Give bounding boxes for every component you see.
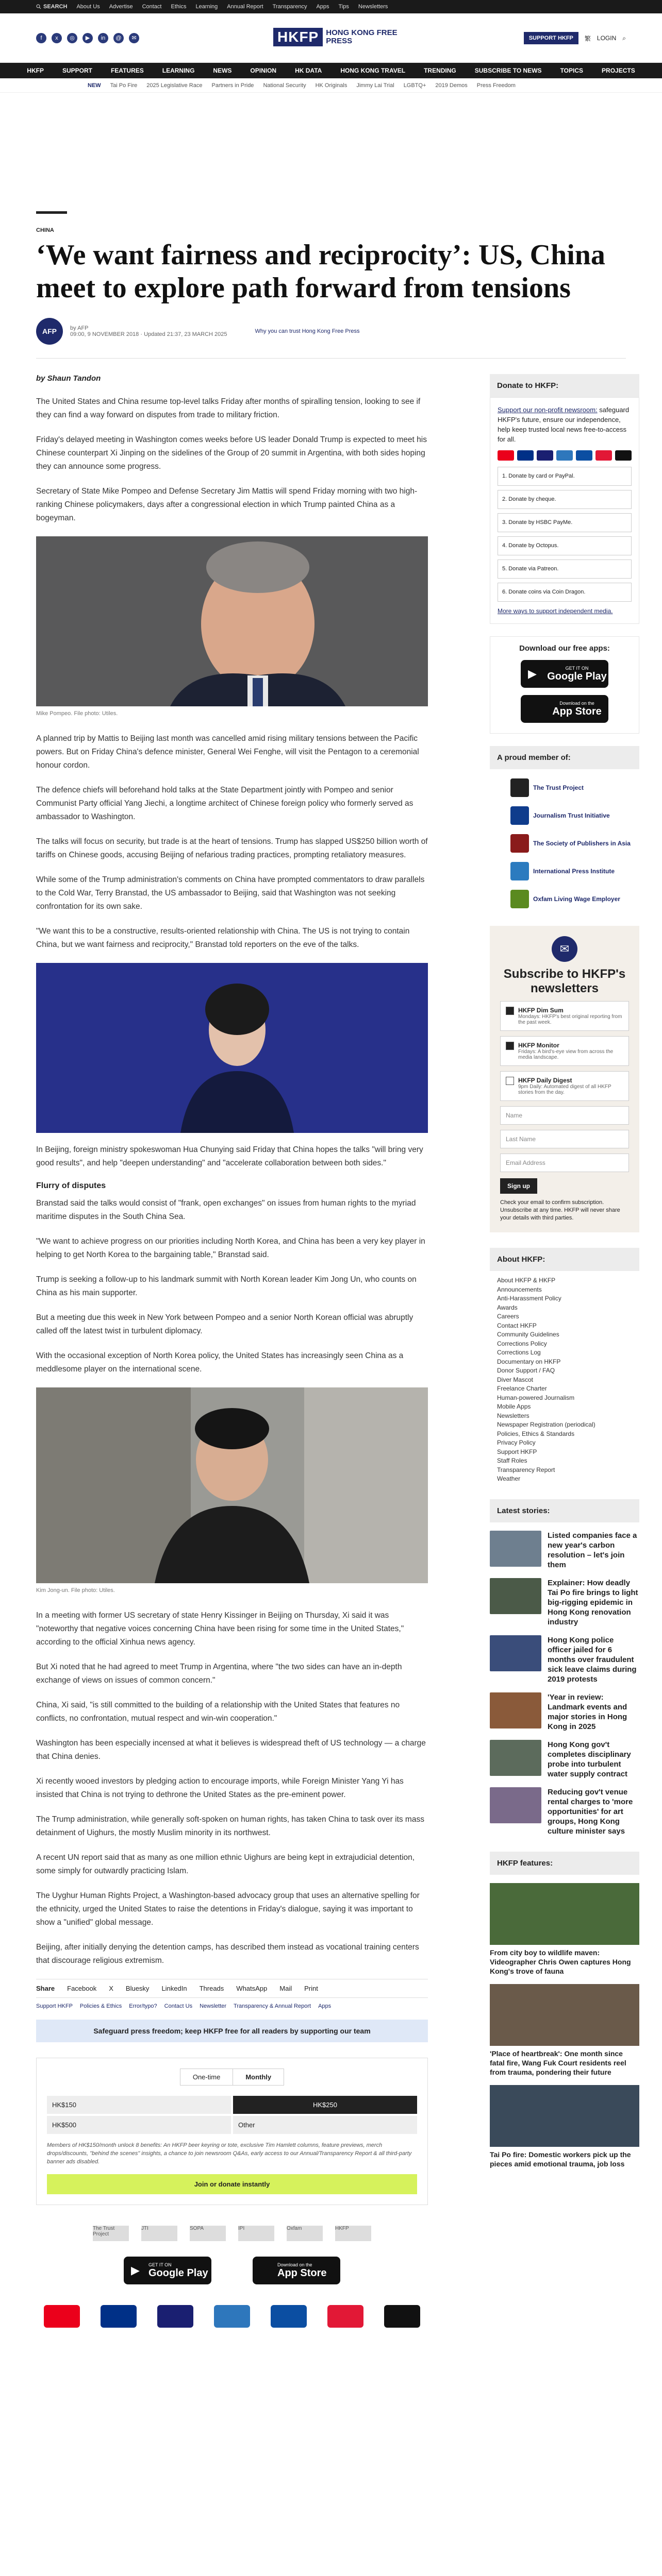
paragraph: Friday's delayed meeting in Washington comes weeks before US leader Donald Trump is expected to meet his Chinese counterpart Xi Jinping on the sidelines of the Group of 20 summit in Argentina, with both sides hoping they can announce some progress.	[36, 435, 427, 471]
login-link[interactable]: LOGIN	[597, 35, 617, 42]
topbar-link[interactable]: About Us	[76, 4, 100, 10]
threads-icon[interactable]: @	[113, 33, 124, 43]
unionpay-icon	[595, 450, 612, 461]
about-link[interactable]: Announcements	[497, 1285, 542, 1293]
amex-icon	[556, 450, 573, 461]
mastercard-icon	[44, 2305, 80, 2328]
unionpay-icon	[327, 2305, 363, 2328]
article-category[interactable]: CHINA	[36, 227, 54, 233]
name-field[interactable]: Name	[500, 1106, 629, 1125]
latest-story[interactable]: Listed companies face a new year's carbon resolution – let's join them	[490, 1531, 639, 1570]
hua-chunying-photo	[36, 963, 428, 1133]
share-bar	[36, 1979, 428, 1998]
paragraph: But a meeting due this week in New York between Pompeo and a senior North Korean official was abruptly called off the latest twist in turbulent diplomacy.	[36, 1313, 413, 1335]
ticker-item[interactable]: National Security	[263, 82, 306, 89]
latest-story[interactable]: Reducing gov't venue rental charges to 'more opportunities' for art groups, Hong Kong culture minister says	[490, 1787, 639, 1836]
play-icon: ▶	[528, 667, 537, 680]
about-link[interactable]: Transparency Report	[497, 1466, 555, 1473]
paragraph: Branstad said the talks would consist of "frank, open exchanges" on issues from human rights to the myriad maritime disputes in the South China Sea.	[36, 1199, 416, 1221]
link[interactable]: Support HKFP	[36, 2003, 73, 2009]
latest-story[interactable]: 'Year in review: Landmark events and major stories in Hong Kong in 2025	[490, 1692, 639, 1732]
sopa-icon	[510, 834, 529, 853]
share-x[interactable]: X	[109, 1985, 113, 1992]
paragraph: Beijing, after initially denying the detention camps, has described them instead as vocational training centers that discourage religious extremism.	[36, 1943, 419, 1965]
nav-item[interactable]: OPINION	[250, 67, 277, 74]
members-benefits: Members of HK$150/month unlock 8 benefits: An HKFP beer keyring or tote, exclusive Tim Hamlett columns, feature previews, merch drops/discounts, "behind the scenes" insights, a chance to join newsroom Q&As, early access to our Annual/Transparency Report & all third-party banner ads disabled.	[47, 2142, 412, 2165]
join-donate-button[interactable]: Join or donate instantly	[47, 2174, 417, 2194]
topbar-link[interactable]: Transparency	[272, 4, 307, 10]
email-field[interactable]: Email Address	[500, 1154, 629, 1172]
mail-icon[interactable]: ✉	[129, 33, 139, 43]
footer-logo: JTI	[141, 2226, 177, 2241]
paragraph: The Uyghur Human Rights Project, a Washington-based advocacy group that uses an alternative spelling for the ethnicity, urged the United States to raise the detentions in Friday's dialogue, saying it was important to show a "unified" global message.	[36, 1891, 420, 1927]
app-store-button[interactable]: Download on the App Store	[253, 2257, 340, 2284]
logo-box: HKFP	[273, 28, 323, 46]
youtube-icon[interactable]: ▶	[82, 33, 93, 43]
feature-image	[490, 1984, 639, 2046]
paragraph: Secretary of State Mike Pompeo and Defense Secretary Jim Mattis will spend Friday morning with two high-ranking Chinese policymakers, days after a congressional election in which Trump painted China as a bogeyman.	[36, 487, 418, 522]
paragraph: While some of the Trump administration's comments on China have prompted commentators to draw parallels to the Cold War, Terry Branstad, the US ambassador to Beijing, said that Washington was not seeking confrontation for its own sake.	[36, 875, 425, 911]
play-icon: ▶	[131, 2264, 140, 2277]
trust-project-icon	[510, 778, 529, 797]
sidebar	[490, 374, 639, 2328]
donate-option[interactable]: 5. Donate via Patreon.	[498, 560, 632, 579]
one-time-tab[interactable]: One-time	[192, 2073, 221, 2081]
footer-logo: The Trust Project	[93, 2226, 129, 2241]
member-logo[interactable]: Journalism Trust Initiative	[510, 806, 639, 825]
payment-icons	[498, 450, 632, 461]
support-hkfp-button[interactable]: SUPPORT HKFP	[524, 32, 578, 44]
link[interactable]: Apps	[318, 2003, 332, 2009]
visa-icon	[537, 450, 553, 461]
jcb-icon	[576, 450, 592, 461]
apps-box	[490, 636, 639, 734]
link[interactable]: Newsletter	[200, 2003, 227, 2009]
story-thumbnail	[490, 1692, 541, 1728]
about-link[interactable]: Careers	[497, 1313, 519, 1320]
about-link[interactable]: Documentary on HKFP	[497, 1358, 561, 1365]
paragraph: The United States and China resume top-level talks Friday after months of spiralling tension, looking to see if they can find a way forward on disputes from trade to military friction.	[36, 397, 421, 419]
instagram-icon[interactable]: ◎	[67, 33, 77, 43]
amount-option[interactable]: HK$500	[47, 2116, 231, 2134]
footer-payment-icons	[36, 2305, 428, 2328]
topbar-link[interactable]: Contact	[142, 4, 162, 10]
nav-item[interactable]: SUBSCRIBE TO NEWS	[474, 67, 542, 74]
amount-other-input[interactable]: Other	[233, 2116, 417, 2134]
donate-heading: Donate to HKFP:	[490, 374, 639, 397]
about-link[interactable]: Weather	[497, 1475, 521, 1482]
topbar-link[interactable]: Advertise	[109, 4, 133, 10]
site-logo[interactable]	[273, 28, 398, 46]
share-facebook[interactable]: Facebook	[67, 1985, 97, 1992]
byline-author[interactable]: by AFP	[70, 325, 89, 331]
kim-jong-un-photo	[36, 1387, 428, 1583]
member-logo[interactable]: The Society of Publishers in Asia	[510, 834, 639, 853]
applepay-icon	[384, 2305, 420, 2328]
article-author: by Shaun Tandon	[36, 374, 101, 383]
story-thumbnail	[490, 1635, 541, 1671]
link[interactable]: Error/typo?	[129, 2003, 157, 2009]
footer-logo: HKFP	[335, 2226, 371, 2241]
paragraph: China, Xi said, "is still committed to the building of a relationship with the United States that features no conflicts, no confrontation, mutual respect and win-win cooperation."	[36, 1701, 400, 1723]
about-link[interactable]: Newspaper Registration (periodical)	[497, 1421, 595, 1428]
about-link[interactable]: Awards	[497, 1303, 518, 1311]
newsletter-signup	[490, 926, 639, 1232]
latest-story[interactable]: Hong Kong gov't completes disciplinary probe into turbulent water supply contract	[490, 1740, 639, 1779]
checkbox[interactable]	[506, 1042, 514, 1050]
paragraph: With the occasional exception of North Korea policy, the United States has increasingly seen China as a meddlesome player on the international scene.	[36, 1351, 404, 1374]
article-header	[0, 211, 662, 359]
share-whatsapp[interactable]: WhatsApp	[236, 1985, 268, 1992]
paypal-icon	[517, 450, 534, 461]
topbar-link[interactable]: Tips	[338, 4, 349, 10]
about-link[interactable]: Staff Roles	[497, 1457, 527, 1464]
checkbox[interactable]	[506, 1007, 514, 1015]
ticker-item[interactable]: HK Originals	[315, 82, 347, 89]
paragraph: But Xi noted that he had agreed to meet Trump in Argentina, where "the two sides can have an in-depth exchange of views on issues of common concern."	[36, 1663, 402, 1685]
about-list	[490, 1271, 639, 1489]
latest-story[interactable]: Hong Kong police officer jailed for 6 months over fraudulent sick leave claims during 2019 protests	[490, 1635, 639, 1684]
member-heading: A proud member of:	[490, 746, 639, 769]
paragraph: In a meeting with former US secretary of state Henry Kissinger in Beijing on Thursday, Xi said it was "noteworthy that negative voices concerning China have been rising for some time in the United States," according to the official Xinhua news agency.	[36, 1611, 404, 1647]
portrait-illustration	[36, 536, 428, 706]
ticker-item[interactable]: Partners in Pride	[211, 82, 254, 89]
features-heading: HKFP features:	[490, 1852, 639, 1875]
nav-item[interactable]: TOPICS	[560, 67, 584, 74]
logo-text: HONG KONG FREE PRESS	[326, 28, 398, 45]
x-icon[interactable]: x	[52, 33, 62, 43]
story-thumbnail	[490, 1787, 541, 1823]
search-link[interactable]: SEARCH	[36, 4, 67, 10]
more-ways-link[interactable]: More ways to support independent media.	[498, 607, 613, 615]
article-title: ‘We want fairness and reciprocity’: US, China meet to explore path forward from tensions	[36, 239, 605, 304]
byline-dates: 09:00, 9 NOVEMBER 2018 · Updated 21:37, 23 MARCH 2025	[70, 331, 227, 337]
photo-caption: Kim Jong-un. File photo: Utiles.	[36, 1587, 115, 1594]
about-link[interactable]: Human-powered Journalism	[497, 1394, 575, 1401]
nav-item[interactable]: TRENDING	[424, 67, 456, 74]
donate-widget	[36, 2058, 428, 2205]
checkbox[interactable]	[506, 1077, 514, 1085]
about-link[interactable]: Diver Mascot	[497, 1376, 534, 1383]
monthly-tab[interactable]: Monthly	[233, 2069, 284, 2085]
mastercard-icon	[498, 450, 514, 461]
nav-item[interactable]: LEARNING	[162, 67, 195, 74]
about-link[interactable]: Community Guidelines	[497, 1331, 559, 1338]
topic-ticker	[0, 78, 662, 93]
ticker-item[interactable]: Press Freedom	[476, 82, 516, 89]
about-link[interactable]: Contact HKFP	[497, 1321, 537, 1329]
feature-story[interactable]: 'Place of heartbreak': One month since fatal fire, Wang Fuk Court residents reel from trauma, pondering their future	[490, 1984, 639, 2077]
amount-options	[47, 2096, 417, 2134]
nav-item[interactable]: NEWS	[213, 67, 232, 74]
donate-option[interactable]: 3. Donate by HSBC PayMe.	[498, 513, 632, 532]
article-links	[36, 2003, 428, 2009]
about-link[interactable]: Freelance Charter	[497, 1385, 547, 1392]
oxfam-icon	[510, 890, 529, 908]
about-link[interactable]: Mobile Apps	[497, 1403, 531, 1410]
topbar-link[interactable]: Ethics	[171, 4, 187, 10]
google-play-button[interactable]: ▶ GET IT ON Google Play	[521, 660, 608, 688]
amount-option-selected[interactable]: HK$250	[233, 2096, 417, 2114]
social-icons	[36, 33, 139, 43]
utility-bar	[0, 0, 662, 13]
paragraph: The Trump administration, while generally soft-spoken on human rights, has taken China to task over its mass detainment of Uighurs, the mostly Muslim minority in its northwest.	[36, 1815, 424, 1837]
latest-heading: Latest stories:	[490, 1499, 639, 1522]
newsletter-option[interactable]: HKFP Daily Digest 9pm Daily: Automated digest of all HKFP stories from the day.	[500, 1071, 629, 1101]
mail-icon: ✉	[552, 936, 577, 962]
topbar-link[interactable]: Learning	[195, 4, 218, 10]
nav-item[interactable]: HONG KONG TRAVEL	[340, 67, 406, 74]
signup-button[interactable]: Sign up	[500, 1178, 537, 1194]
nav-item[interactable]: HK DATA	[295, 67, 322, 74]
paragraph: A recent UN report said that as many as one million ethnic Uighurs are being kept in extrajudicial detention, some simply for outwardly practicing Islam.	[36, 1853, 415, 1875]
feature-story[interactable]: Tai Po fire: Domestic workers pick up the pieces amid emotional trauma, job loss	[490, 2085, 639, 2168]
title-rule	[36, 211, 67, 214]
share-bluesky[interactable]: Bluesky	[125, 1985, 150, 1992]
paragraph: "We want this to be a constructive, results-oriented relationship with China. The US is not trying to contain China, but we want fairness and reciprocity," Branstad told reporters on the eve of the talks.	[36, 927, 410, 949]
divider	[36, 358, 626, 359]
member-logo[interactable]: Oxfam Living Wage Employer	[510, 890, 639, 908]
link[interactable]: Transparency & Annual Report	[234, 2003, 311, 2009]
donate-option[interactable]: 6. Donate coins via Coin Dragon.	[498, 583, 632, 602]
pompeo-photo	[36, 536, 428, 706]
link[interactable]: Contact Us	[164, 2003, 193, 2009]
donate-option[interactable]: 1. Donate by card or PayPal.	[498, 467, 632, 486]
feature-story[interactable]: From city boy to wildlife maven: Videographer Chris Owen captures Hong Kong's trove of fauna	[490, 1883, 639, 1976]
share-print[interactable]: Print	[304, 1985, 318, 1992]
feature-image	[490, 2085, 639, 2147]
jti-icon	[510, 806, 529, 825]
paragraph: Trump is seeking a follow-up to his landmark summit with North Korean leader Kim Jong Un, who counts on China as his main supporter.	[36, 1275, 417, 1297]
about-heading: About HKFP:	[490, 1248, 639, 1271]
trust-link[interactable]: Why you can trust Hong Kong Free Press	[255, 328, 360, 334]
amount-option[interactable]: HK$150	[47, 2096, 231, 2114]
portrait-illustration	[36, 963, 428, 1133]
latest-story[interactable]: Explainer: How deadly Tai Po fire brings to light big-rigging epidemic in Hong Kong renovation industry	[490, 1578, 639, 1627]
about-link[interactable]: Corrections Log	[497, 1349, 541, 1356]
donate-text: safeguard HKFP's future, ensure our independence, help keep trusted local news free-to-access for all.	[498, 406, 630, 443]
jcb-icon	[271, 2305, 307, 2328]
topbar-link[interactable]: Apps	[316, 4, 329, 10]
ticker-item[interactable]: 2025 Legislative Race	[146, 82, 203, 89]
topbar-link[interactable]: Annual Report	[227, 4, 263, 10]
share-linkedin[interactable]: LinkedIn	[161, 1985, 187, 1992]
donate-box	[490, 397, 639, 624]
member-logo[interactable]: The Trust Project	[510, 778, 639, 797]
about-link[interactable]: About HKFP & HKFP	[497, 1277, 556, 1284]
support-link[interactable]: Support our non-profit newsroom:	[498, 406, 598, 414]
paragraph: In Beijing, foreign ministry spokeswoman Hua Chunying said Friday that China hopes the talks "will bring very good results", and help "deepen understanding" and "accelerate collaboration between both sides."	[36, 1145, 423, 1167]
story-thumbnail	[490, 1531, 541, 1567]
share-label: Share	[36, 1985, 55, 1992]
donate-option[interactable]: 2. Donate by cheque.	[498, 490, 632, 509]
story-thumbnail	[490, 1578, 541, 1614]
about-link[interactable]: Privacy Policy	[497, 1439, 536, 1446]
site-header	[0, 13, 662, 63]
visa-icon	[157, 2305, 193, 2328]
paragraph: Xi recently wooed investors by pledging action to encourage imports, while Foreign Minister Yang Yi has insisted that China is not trying to dethrone the United States as the pre-eminent power.	[36, 1777, 404, 1799]
footer-logo: IPI	[238, 2226, 274, 2241]
newsletter-option[interactable]: HKFP Monitor Fridays: A bird's-eye view from across the media landscape.	[500, 1036, 629, 1066]
footer-logo: Oxfam	[287, 2226, 323, 2241]
share-mail[interactable]: Mail	[279, 1985, 292, 1992]
main-layout	[0, 374, 662, 2328]
last-name-field[interactable]: Last Name	[500, 1130, 629, 1148]
frequency-toggle	[180, 2069, 284, 2086]
ticker-new-label: NEW	[88, 82, 101, 89]
google-play-button[interactable]: ▶ GET IT ON Google Play	[124, 2257, 211, 2284]
newsletter-heading: Subscribe to HKFP's newsletters	[503, 967, 626, 995]
linkedin-icon[interactable]: in	[98, 33, 108, 43]
donate-option[interactable]: 4. Donate by Octopus.	[498, 536, 632, 555]
paypal-icon	[101, 2305, 137, 2328]
nav-item[interactable]: PROJECTS	[602, 67, 635, 74]
feature-image	[490, 1883, 639, 1945]
newsletter-option[interactable]: HKFP Dim Sum Mondays: HKFP's best original reporting from the past week.	[500, 1001, 629, 1031]
ticker-item[interactable]: Jimmy Lai Trial	[356, 82, 394, 89]
topbar-link[interactable]: Newsletters	[358, 4, 388, 10]
paragraph: The talks will focus on security, but trade is at the heart of tensions. Trump has slapped US$250 billion worth of tariffs on Chinese goods, accusing Beijing of nefarious trading practices, prompting retaliatory measures.	[36, 837, 428, 859]
apps-heading: Download our free apps:	[519, 644, 610, 653]
about-link[interactable]: Corrections Policy	[497, 1340, 547, 1347]
facebook-icon[interactable]: f	[36, 33, 46, 43]
footer-apps	[36, 2257, 428, 2284]
ipi-icon	[510, 862, 529, 880]
photo-caption: Mike Pompeo. File photo: Utiles.	[36, 710, 118, 717]
about-link[interactable]: Donor Support / FAQ	[497, 1367, 555, 1374]
footer-member-logos	[36, 2226, 428, 2241]
about-link[interactable]: Anti-Harassment Policy	[497, 1295, 561, 1302]
nav-item[interactable]: FEATURES	[110, 67, 144, 74]
about-link[interactable]: Support HKFP	[497, 1448, 537, 1455]
share-threads[interactable]: Threads	[199, 1985, 224, 1992]
subheading: Flurry of disputes	[36, 1181, 106, 1190]
safeguard-banner[interactable]: Safeguard press freedom; keep HKFP free for all readers by supporting our team	[36, 2020, 428, 2042]
paragraph: A planned trip by Mattis to Beijing last month was cancelled amid rising military tensions between the Pacific powers. But on Friday China's defence minister, General Wei Fenghe, will visit the Pentagon to a ceremonial honour cordon.	[36, 734, 419, 770]
author-avatar[interactable]: AFP	[36, 318, 63, 345]
footer-logo: SOPA	[190, 2226, 226, 2241]
language-toggle[interactable]: 繁	[584, 35, 591, 42]
nav-item[interactable]: SUPPORT	[62, 67, 92, 74]
main-nav	[0, 63, 662, 78]
ticker-item[interactable]: 2019 Demos	[435, 82, 468, 89]
link[interactable]: Policies & Ethics	[79, 2003, 122, 2009]
search-icon	[36, 4, 41, 9]
ticker-item[interactable]: LGBTQ+	[403, 82, 426, 89]
paragraph: The defence chiefs will beforehand hold talks at the State Department jointly with Pompeo and senior Communist Party official Yang Jiechi, a longtime architect of Chinese foreign policy who formerly served as ambassador to Washington.	[36, 786, 413, 821]
about-link[interactable]: Policies, Ethics & Standards	[497, 1430, 575, 1437]
paragraph: "We want to achieve progress on our priorities including North Korea, and China has been a very key player in helping to get North Korea to the bargaining table," Branstad said.	[36, 1237, 425, 1259]
amex-icon	[214, 2305, 250, 2328]
applepay-icon	[615, 450, 632, 461]
app-store-button[interactable]: Download on the App Store	[521, 695, 608, 723]
article-body	[36, 374, 428, 2328]
paragraph: Washington has been especially incensed at what it believes is widespread theft of US technology — a charge that China denies.	[36, 1739, 426, 1761]
story-thumbnail	[490, 1740, 541, 1776]
signup-note: Check your email to confirm subscription. Unsubscribe at any time. HKFP will never share your details with third parties.	[500, 1199, 620, 1221]
byline	[36, 318, 626, 345]
member-logo[interactable]: International Press Institute	[510, 862, 639, 880]
about-link[interactable]: Newsletters	[497, 1412, 529, 1419]
portrait-illustration	[36, 1387, 428, 1583]
nav-item[interactable]: HKFP	[27, 67, 44, 74]
ticker-item[interactable]: Tai Po Fire	[110, 82, 138, 89]
search-icon[interactable]: ⌕	[622, 34, 626, 42]
